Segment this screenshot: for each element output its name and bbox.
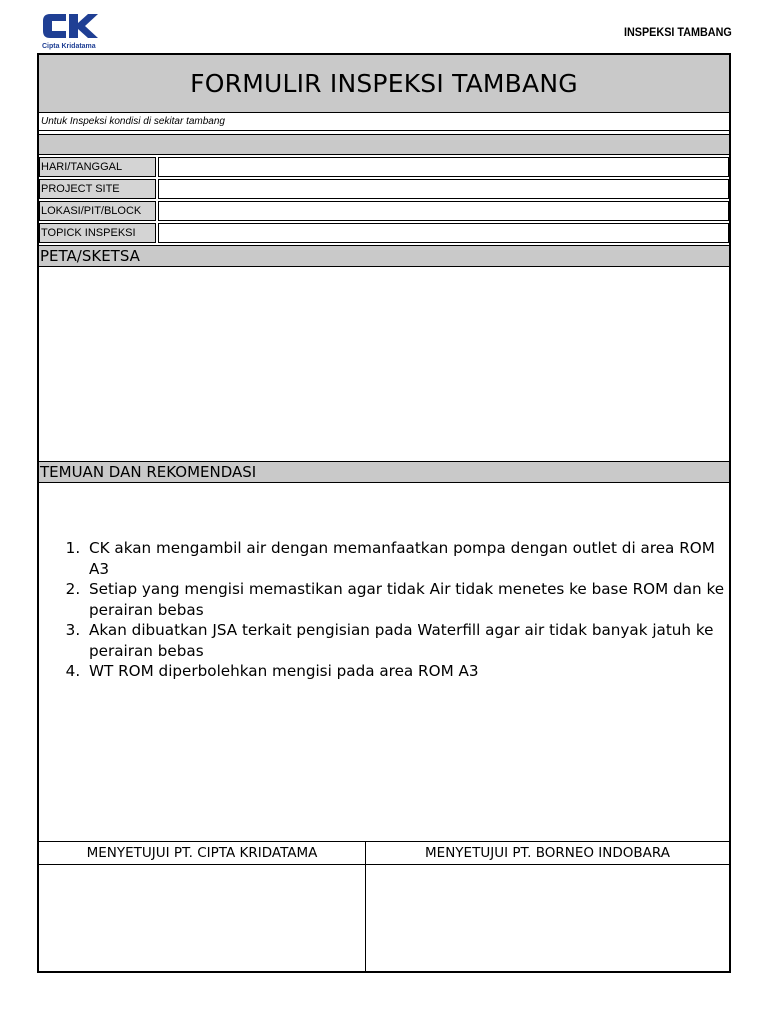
list-item: 2. Setiap yang mengisi memastikan agar tidak Air tidak menetes ke base ROM dan ke perairan bebas bbox=[85, 579, 725, 620]
topic-field[interactable] bbox=[158, 223, 729, 243]
map-sketch-area[interactable] bbox=[39, 267, 729, 461]
field-row-date bbox=[39, 157, 729, 177]
list-item: 4. WT ROM diperbolehkan mengisi pada area ROM A3 bbox=[85, 661, 725, 682]
field-row-topic bbox=[39, 223, 729, 243]
field-label-project-site: PROJECT SITE bbox=[39, 179, 156, 199]
project-site-field[interactable] bbox=[158, 179, 729, 199]
signature-area bbox=[39, 865, 729, 971]
approval-label-borneo-indobara: MENYETUJUI PT. BORNEO INDOBARA bbox=[425, 845, 670, 861]
field-label-date: HARI/TANGGAL bbox=[39, 157, 156, 177]
company-logo bbox=[40, 10, 102, 52]
form-title-bar bbox=[39, 55, 729, 113]
field-label-topic: TOPICK INSPEKSI bbox=[39, 223, 156, 243]
form-title: FORMULIR INSPEKSI TAMBANG bbox=[190, 69, 578, 98]
logo-text: Cipta Kridatama bbox=[42, 43, 96, 50]
document-header-title: INSPEKSI TAMBANG bbox=[624, 25, 732, 39]
map-section-header: PETA/SKETSA bbox=[39, 245, 729, 267]
list-item: 1. CK akan mengambil air dengan memanfaatkan pompa dengan outlet di area ROM A3 bbox=[85, 538, 725, 579]
list-item: 3. Akan dibuatkan JSA terkait pengisian pada Waterfill agar air tidak banyak jatuh ke perairan bebas bbox=[85, 620, 725, 661]
approval-header-row bbox=[39, 841, 729, 865]
ck-logo-icon bbox=[40, 10, 100, 42]
field-label-location: LOKASI/PIT/BLOCK bbox=[39, 201, 156, 221]
date-field[interactable] bbox=[158, 157, 729, 177]
findings-list bbox=[85, 538, 725, 682]
findings-area bbox=[39, 485, 729, 835]
approval-label-cipta-kridatama: MENYETUJUI PT. CIPTA KRIDATAMA bbox=[39, 842, 366, 864]
field-row-location bbox=[39, 201, 729, 221]
inspection-form bbox=[37, 53, 731, 973]
location-field[interactable] bbox=[158, 201, 729, 221]
form-subtitle: Untuk Inspeksi kondisi di sekitar tambang bbox=[39, 113, 729, 131]
field-row-project-site bbox=[39, 179, 729, 199]
header-band bbox=[39, 134, 729, 155]
signature-divider bbox=[365, 865, 366, 971]
findings-section-header: TEMUAN DAN REKOMENDASI bbox=[39, 461, 729, 483]
